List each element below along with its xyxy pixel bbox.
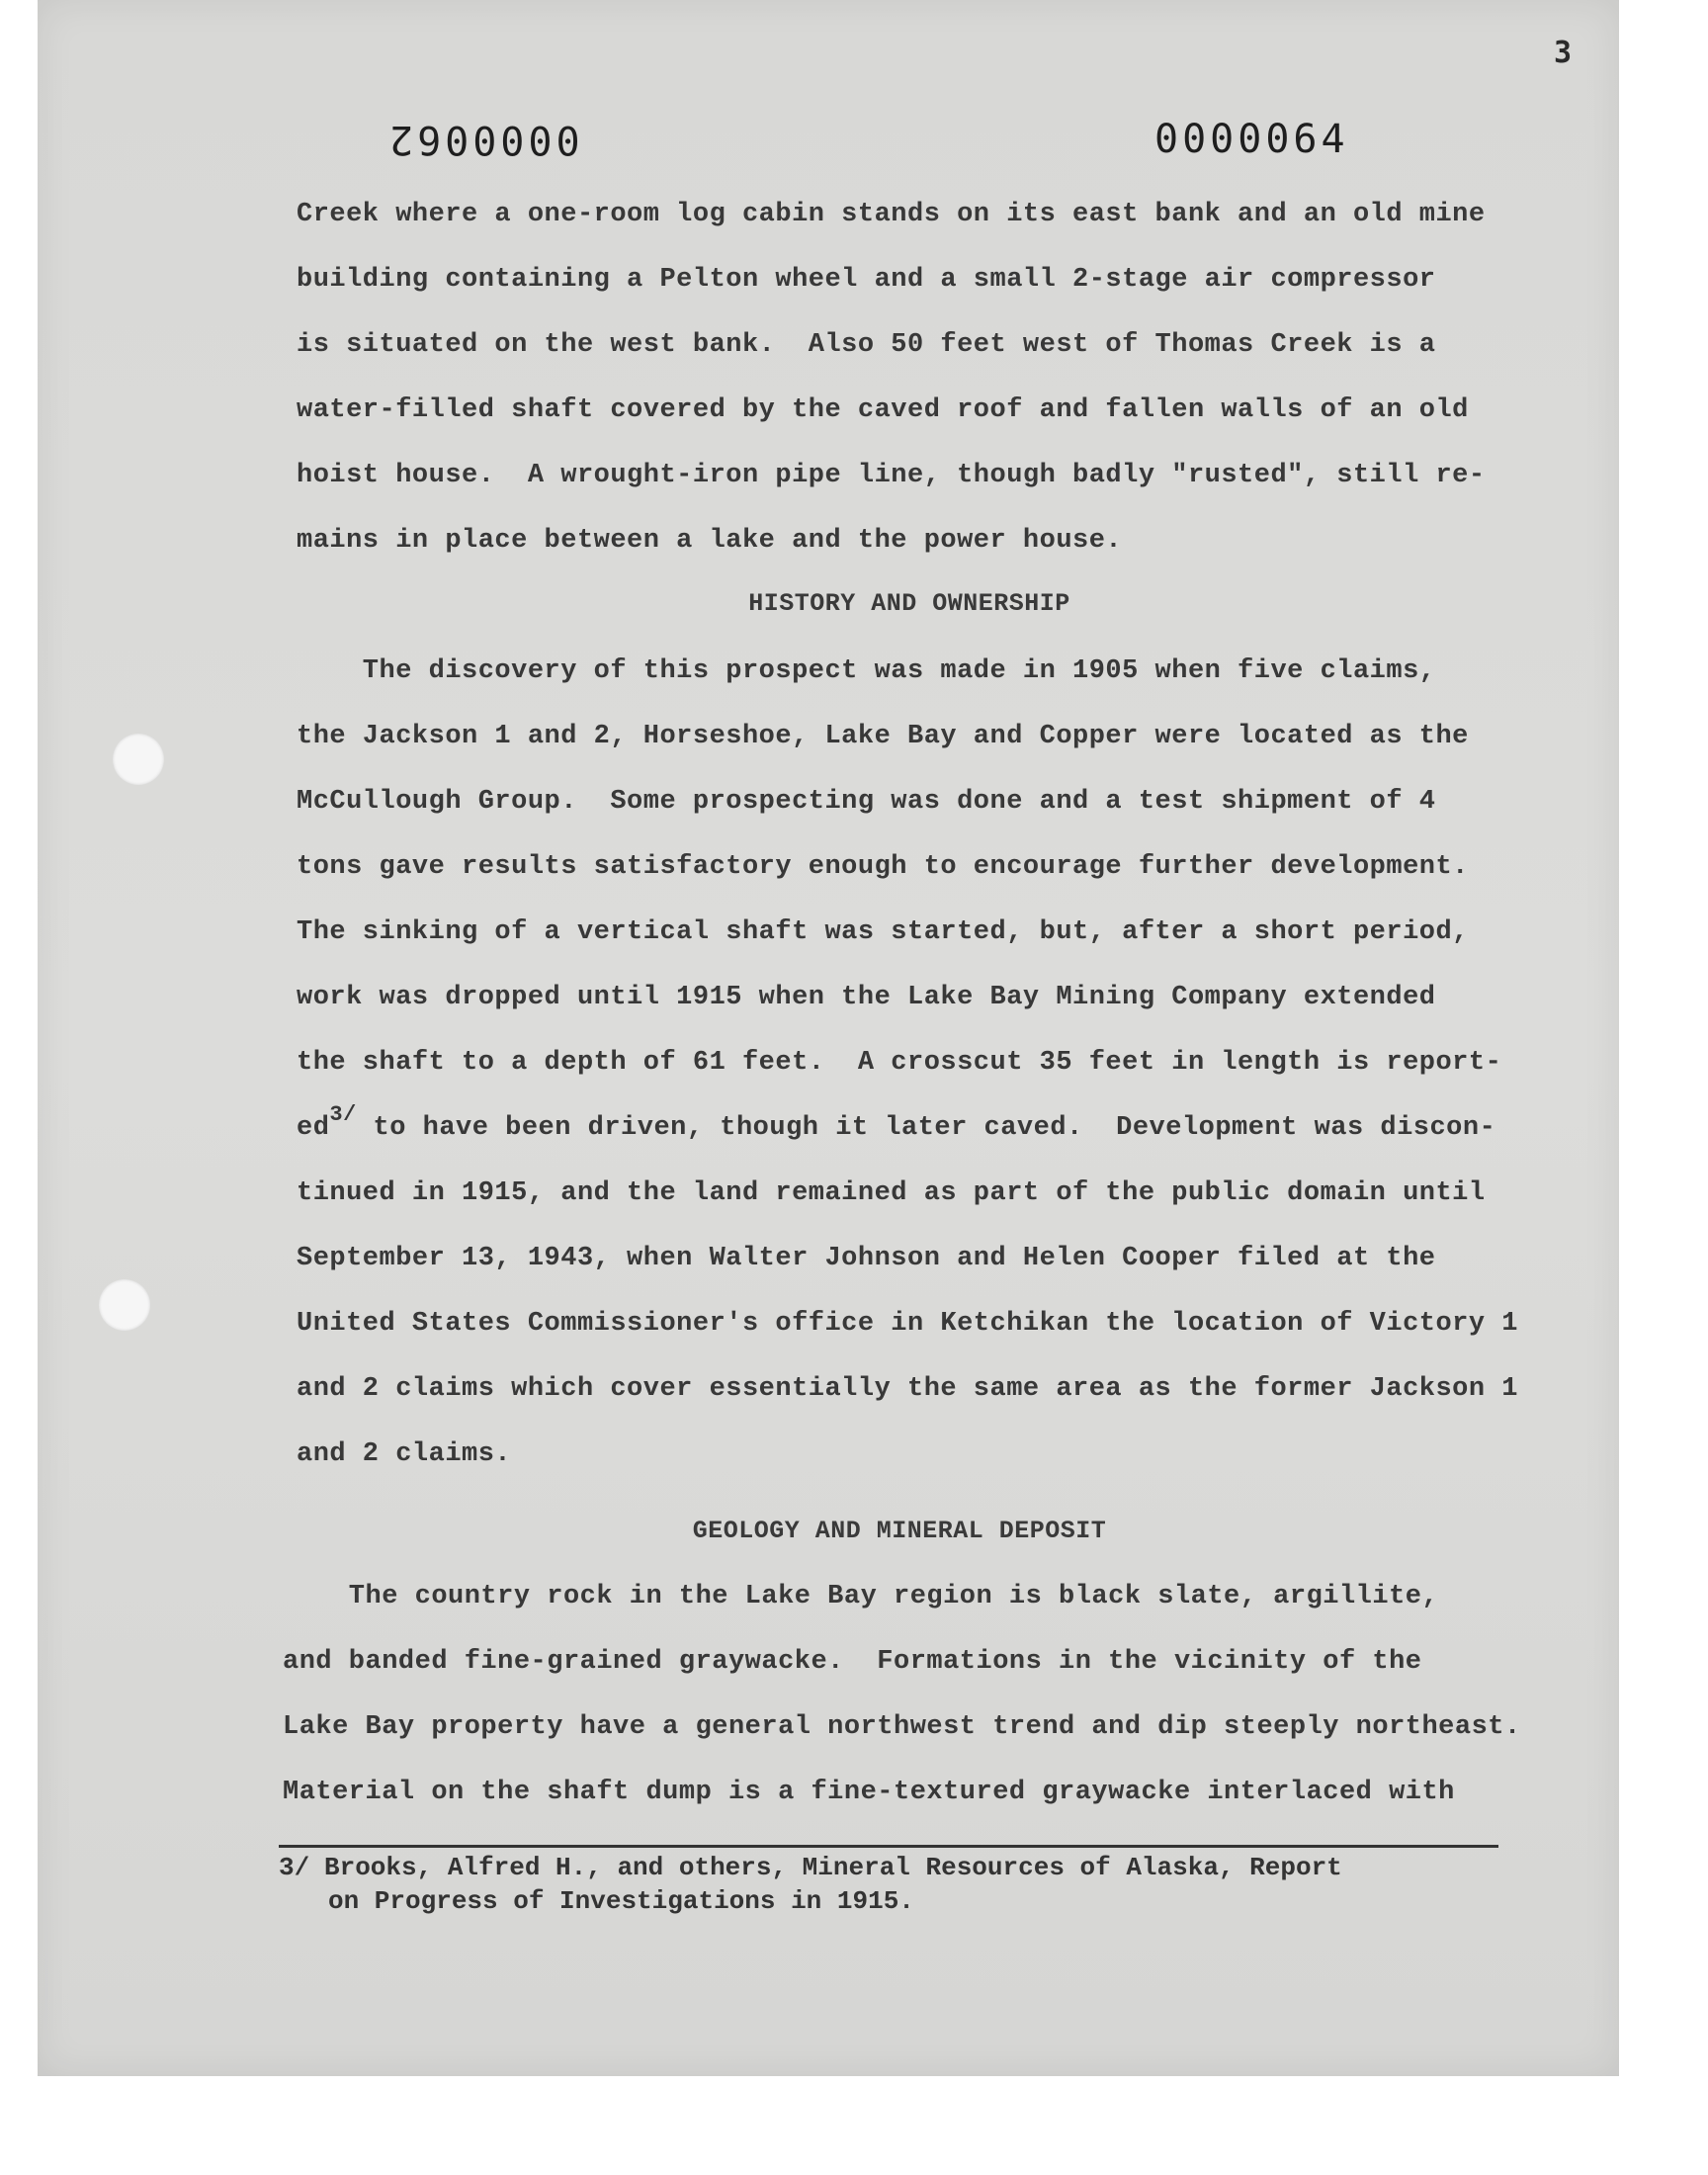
text-line: and banded fine-grained graywacke. Formations in the vicinity of the xyxy=(283,1647,1422,1677)
document-stamp-left: 0000062 xyxy=(385,117,580,162)
text-line: United States Commissioner's office in Ketchikan the location of Victory 1 xyxy=(297,1309,1518,1339)
text-line: water-filled shaft covered by the caved roof and fallen walls of an old xyxy=(297,395,1469,425)
footnote-text: Brooks, Alfred H., and others, Mineral Resources of Alaska, Report xyxy=(324,1853,1342,1882)
text-line: The country rock in the Lake Bay region is black slate, argillite, xyxy=(283,1582,1439,1611)
text-fragment: to have been driven, though it later caved. Development was discon- xyxy=(356,1113,1496,1143)
text-line: The sinking of a vertical shaft was started, but, after a short period, xyxy=(297,917,1469,947)
text-line: the shaft to a depth of 61 feet. A crosscut 35 feet in length is report- xyxy=(297,1048,1502,1078)
section-heading-geology: GEOLOGY AND MINERAL DEPOSIT xyxy=(692,1517,1107,1545)
footnote-reference: 3/ xyxy=(329,1102,357,1127)
footnote-mark: 3/ xyxy=(279,1853,310,1882)
text-line: hoist house. A wrought-iron pipe line, though badly "rusted", still re- xyxy=(297,461,1486,490)
text-line: September 13, 1943, when Walter Johnson and Helen Cooper filed at the xyxy=(297,1244,1436,1273)
text-line: Lake Bay property have a general northwest trend and dip steeply northeast. xyxy=(283,1712,1521,1742)
text-line: McCullough Group. Some prospecting was done and a test shipment of 4 xyxy=(297,787,1436,817)
section-heading-history: HISTORY AND OWNERSHIP xyxy=(748,589,1070,618)
paragraph-site-description xyxy=(297,182,1522,573)
text-line: building containing a Pelton wheel and a small 2-stage air compressor xyxy=(297,265,1436,295)
paragraph-history xyxy=(297,639,1522,1487)
text-line: mains in place between a lake and the power house. xyxy=(297,526,1123,556)
footnote-text: on Progress of Investigations in 1915. xyxy=(328,1886,914,1916)
text-line: Creek where a one-room log cabin stands on its east bank and an old mine xyxy=(297,200,1486,229)
page-number: 3 xyxy=(1554,36,1573,70)
text-line: The discovery of this prospect was made in 1905 when five claims, xyxy=(297,656,1436,686)
text-line: Material on the shaft dump is a fine-textured graywacke interlaced with xyxy=(283,1778,1455,1807)
text-line: is situated on the west bank. Also 50 feet west of Thomas Creek is a xyxy=(297,330,1436,360)
footnote-divider xyxy=(279,1845,1498,1848)
punch-hole-lower xyxy=(99,1279,150,1331)
punch-hole-upper xyxy=(113,734,164,785)
text-line: the Jackson 1 and 2, Horseshoe, Lake Bay and Copper were located as the xyxy=(297,722,1469,751)
text-line: and 2 claims which cover essentially the same area as the former Jackson 1 xyxy=(297,1374,1518,1404)
document-stamp-right: 0000064 xyxy=(1154,117,1349,162)
text-fragment: ed xyxy=(297,1113,330,1143)
footnote xyxy=(279,1851,1504,1918)
text-line: and 2 claims. xyxy=(297,1439,512,1469)
text-line: work was dropped until 1915 when the Lake Bay Mining Company extended xyxy=(297,983,1436,1012)
text-line-with-footnote xyxy=(297,1095,1522,1161)
text-line: tons gave results satisfactory enough to encourage further development. xyxy=(297,852,1469,882)
text-line: tinued in 1915, and the land remained as part of the public domain until xyxy=(297,1178,1486,1208)
paragraph-geology xyxy=(283,1564,1521,1825)
